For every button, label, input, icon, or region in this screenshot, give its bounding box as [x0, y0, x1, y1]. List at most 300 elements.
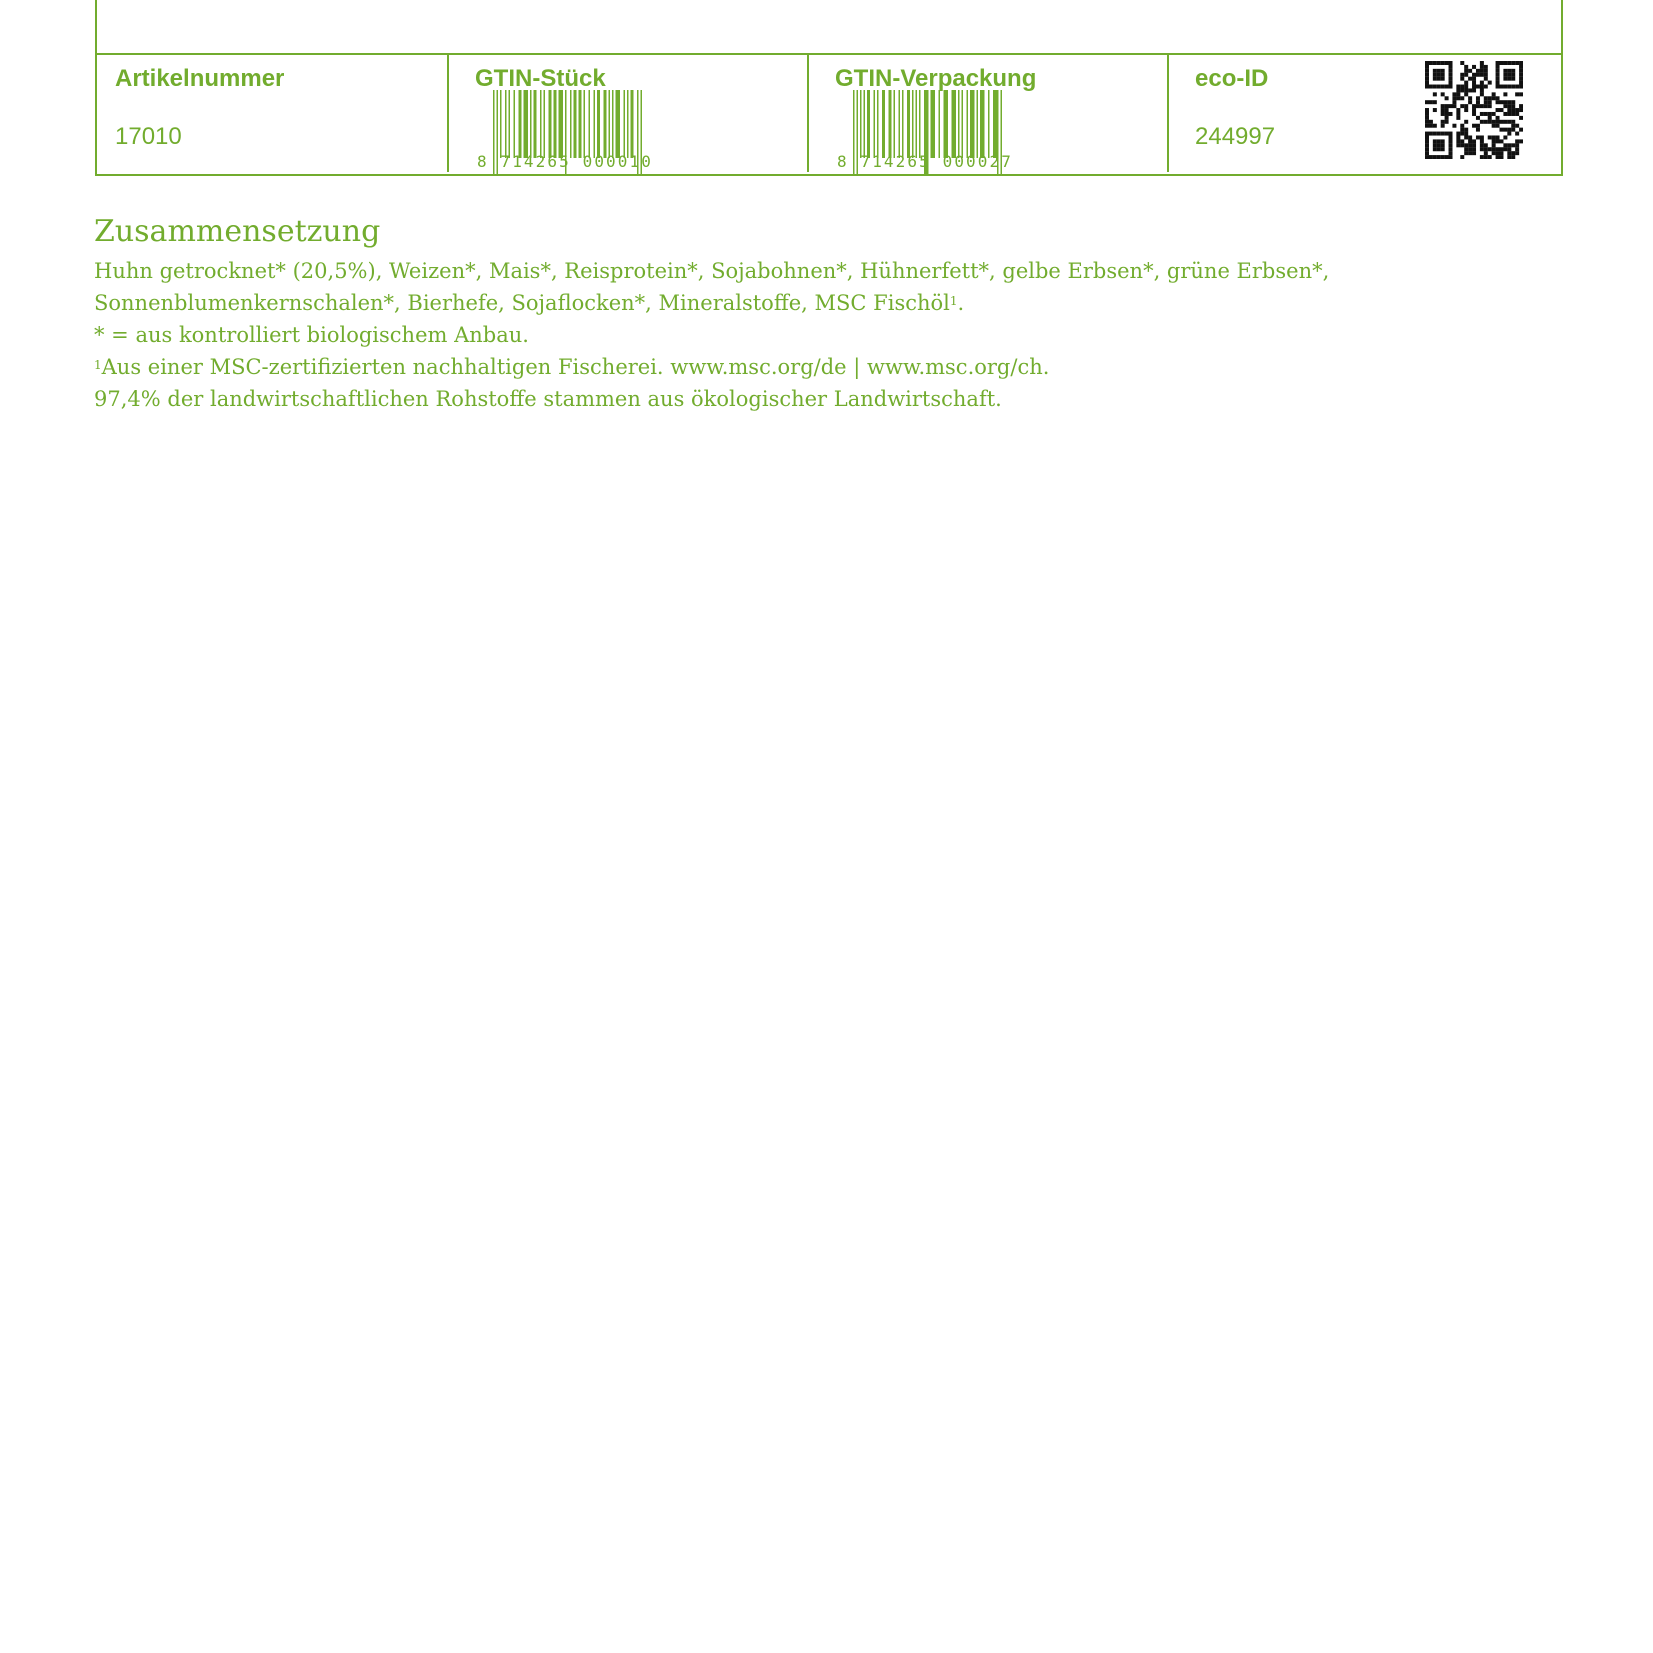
barcode-bar	[882, 90, 885, 158]
qr-module	[1464, 69, 1468, 73]
qr-module	[1496, 69, 1500, 73]
qr-module	[1499, 155, 1503, 159]
qr-module	[1503, 135, 1507, 139]
qr-module	[1511, 77, 1515, 81]
qr-module	[1464, 128, 1468, 132]
qr-module	[1496, 135, 1500, 139]
qr-module	[1472, 85, 1476, 89]
qr-module	[1460, 77, 1464, 81]
barcode-bar	[604, 90, 607, 158]
barcode-bar	[616, 90, 621, 158]
qr-module	[1480, 147, 1484, 151]
qr-module	[1425, 143, 1429, 147]
qr-module	[1441, 132, 1445, 136]
qr-module	[1472, 104, 1476, 108]
qr-module	[1464, 73, 1468, 77]
barcode-bar	[500, 90, 502, 158]
qr-module	[1496, 139, 1500, 143]
qr-module	[1460, 61, 1464, 65]
column-divider	[447, 55, 449, 172]
msc-note-text: Aus einer MSC-zertifizierten nachhaltigen Fischerei. www.msc.org/de | www.msc.org/ch.	[101, 355, 1050, 379]
qr-module	[1441, 85, 1445, 89]
qr-module	[1441, 155, 1445, 159]
qr-module	[1484, 69, 1488, 73]
qr-module	[1507, 155, 1511, 159]
qr-module	[1452, 96, 1456, 100]
eco-id-label: eco-ID	[1195, 65, 1269, 92]
qr-module	[1503, 143, 1507, 147]
barcode-bar	[549, 90, 552, 158]
qr-module	[1441, 124, 1445, 128]
composition-line-text: Sonnenblumenkernschalen*, Bierhefe, Sojaflocken*, Mineralstoffe, MSC Fischöl	[94, 291, 950, 315]
qr-module	[1449, 132, 1453, 136]
qr-module	[1515, 139, 1519, 143]
qr-module	[1425, 77, 1429, 81]
qr-module	[1468, 96, 1472, 100]
qr-module	[1484, 77, 1488, 81]
qr-module	[1464, 147, 1468, 151]
barcode-bar	[554, 90, 557, 158]
barcode-bar	[559, 90, 564, 158]
qr-module	[1445, 116, 1449, 120]
barcode-bar	[570, 90, 572, 158]
qr-module	[1449, 143, 1453, 147]
qr-module	[1425, 116, 1429, 120]
barcode-bar	[584, 90, 586, 158]
qr-module	[1507, 151, 1511, 155]
qr-module	[1476, 73, 1480, 77]
qr-module	[1460, 139, 1464, 143]
qr-module	[1515, 124, 1519, 128]
qr-module	[1472, 112, 1476, 116]
qr-module	[1503, 85, 1507, 89]
qr-module	[1507, 128, 1511, 132]
qr-module	[1515, 61, 1519, 65]
qr-module	[1445, 120, 1449, 124]
qr-module	[1429, 61, 1433, 65]
qr-module	[1456, 139, 1460, 143]
qr-module	[1515, 112, 1519, 116]
qr-module	[1503, 104, 1507, 108]
qr-module	[1515, 143, 1519, 147]
qr-module	[1445, 96, 1449, 100]
qr-module	[1511, 85, 1515, 89]
qr-module	[1511, 73, 1515, 77]
qr-module	[1445, 108, 1449, 112]
qr-module	[1437, 155, 1441, 159]
barcode-bar	[609, 90, 611, 158]
qr-module	[1449, 85, 1453, 89]
qr-module	[1519, 116, 1523, 120]
qr-module	[1429, 85, 1433, 89]
qr-module	[1449, 61, 1453, 65]
qr-module	[1480, 88, 1484, 92]
qr-module	[1511, 69, 1515, 73]
barcode-bar	[624, 90, 626, 158]
qr-module	[1480, 155, 1484, 159]
barcode-bar	[988, 90, 990, 158]
qr-module	[1449, 139, 1453, 143]
barcode-bar	[944, 90, 949, 158]
composition-line-end: .	[957, 291, 965, 315]
qr-module	[1433, 73, 1437, 77]
qr-module	[1511, 112, 1515, 116]
qr-module	[1429, 155, 1433, 159]
qr-module	[1425, 65, 1429, 69]
qr-module	[1433, 124, 1437, 128]
qr-module	[1519, 73, 1523, 77]
barcode-bar	[864, 90, 866, 158]
barcode-bar	[612, 90, 614, 158]
qr-module	[1445, 61, 1449, 65]
qr-module	[1492, 143, 1496, 147]
qr-module	[1433, 69, 1437, 73]
qr-module	[1437, 85, 1441, 89]
qr-module	[1449, 135, 1453, 139]
composition-heading: Zusammensetzung	[94, 214, 381, 249]
qr-module	[1468, 135, 1472, 139]
qr-module	[1456, 92, 1460, 96]
qr-module	[1437, 132, 1441, 136]
qr-module	[1468, 88, 1472, 92]
qr-module	[1456, 88, 1460, 92]
qr-module	[1488, 135, 1492, 139]
qr-module	[1456, 96, 1460, 100]
qr-module	[1496, 155, 1500, 159]
qr-module	[1511, 104, 1515, 108]
qr-module	[1449, 73, 1453, 77]
qr-module	[1445, 132, 1449, 136]
barcode-bar	[579, 90, 582, 158]
qr-module	[1464, 104, 1468, 108]
barcode-bar	[519, 90, 522, 158]
column-divider	[807, 55, 809, 172]
qr-module	[1499, 151, 1503, 155]
qr-module	[1449, 81, 1453, 85]
barcode-bar	[530, 90, 532, 158]
qr-module	[1499, 139, 1503, 143]
barcode-bar	[919, 90, 921, 158]
qr-module	[1492, 92, 1496, 96]
qr-module	[1480, 135, 1484, 139]
qr-module	[1449, 77, 1453, 81]
qr-module	[1484, 85, 1488, 89]
qr-module	[1425, 147, 1429, 151]
qr-module	[1480, 81, 1484, 85]
qr-module	[1499, 108, 1503, 112]
barcode-bar	[993, 90, 998, 158]
product-info-table	[95, 0, 1563, 176]
qr-module	[1480, 61, 1484, 65]
qr-module	[1468, 147, 1472, 151]
qr-module	[1452, 124, 1456, 128]
qr-module	[1452, 100, 1456, 104]
qr-module	[1433, 139, 1437, 143]
qr-module	[1425, 69, 1429, 73]
qr-module	[1449, 147, 1453, 151]
qr-module	[1480, 120, 1484, 124]
barcode-bar	[912, 90, 914, 158]
qr-module	[1464, 85, 1468, 89]
qr-module	[1496, 116, 1500, 120]
qr-module	[1499, 128, 1503, 132]
qr-module	[1480, 73, 1484, 77]
qr-module	[1511, 100, 1515, 104]
qr-module	[1488, 104, 1492, 108]
qr-module	[1464, 143, 1468, 147]
qr-module	[1507, 112, 1511, 116]
qr-module	[1449, 104, 1453, 108]
qr-module	[1515, 151, 1519, 155]
qr-module	[1511, 124, 1515, 128]
column-divider	[1167, 55, 1169, 172]
gtin-package-barcode	[837, 90, 1015, 174]
qr-module	[1437, 73, 1441, 77]
qr-module	[1441, 92, 1445, 96]
qr-module	[1496, 147, 1500, 151]
composition-line: Huhn getrocknet* (20,5%), Weizen*, Mais*, Reisprotein*, Sojabohnen*, Hühnerfett*, gelbe Erbsen*, grüne Erbsen*,	[94, 259, 1330, 283]
qr-module	[1480, 85, 1484, 89]
barcode-bar	[540, 90, 542, 158]
qr-module	[1499, 100, 1503, 104]
qr-module	[1425, 132, 1429, 136]
composition-line	[94, 287, 1494, 319]
qr-module	[1496, 77, 1500, 81]
barcode-bar	[867, 90, 870, 158]
qr-module	[1472, 143, 1476, 147]
barcode-bar	[939, 90, 941, 158]
qr-module	[1507, 85, 1511, 89]
qr-module	[1433, 132, 1437, 136]
qr-module	[1476, 96, 1480, 100]
barcode-bar	[952, 90, 957, 158]
qr-module	[1519, 77, 1523, 81]
qr-module	[1456, 112, 1460, 116]
qr-module	[1433, 100, 1437, 104]
qr-module	[1492, 139, 1496, 143]
barcode-bar	[877, 90, 879, 158]
qr-module	[1445, 104, 1449, 108]
qr-module	[1441, 139, 1445, 143]
qr-module	[1507, 132, 1511, 136]
qr-module	[1472, 139, 1476, 143]
qr-module	[1496, 96, 1500, 100]
qr-module	[1449, 112, 1453, 116]
qr-module	[1496, 100, 1500, 104]
qr-module	[1476, 128, 1480, 132]
qr-module	[1496, 65, 1500, 69]
qr-module	[1499, 85, 1503, 89]
qr-module	[1496, 81, 1500, 85]
qr-module	[1476, 100, 1480, 104]
qr-module	[1484, 120, 1488, 124]
qr-module	[1460, 88, 1464, 92]
gtin-piece-label: GTIN-Stück	[475, 65, 606, 92]
qr-module	[1488, 116, 1492, 120]
qr-module	[1464, 135, 1468, 139]
qr-module	[1496, 151, 1500, 155]
qr-module	[1484, 112, 1488, 116]
qr-module	[1519, 92, 1523, 96]
qr-module	[1476, 69, 1480, 73]
qr-module	[1507, 108, 1511, 112]
qr-module	[1488, 81, 1492, 85]
qr-module	[1492, 135, 1496, 139]
qr-module	[1472, 108, 1476, 112]
qr-module	[1472, 147, 1476, 151]
barcode-bar	[574, 90, 577, 158]
qr-module	[1425, 112, 1429, 116]
qr-module	[1480, 92, 1484, 96]
qr-module	[1511, 151, 1515, 155]
barcode-bar	[860, 90, 862, 158]
qr-module	[1456, 116, 1460, 120]
qr-module	[1503, 61, 1507, 65]
qr-module	[1441, 143, 1445, 147]
qr-module	[1511, 143, 1515, 147]
qr-module	[1472, 77, 1476, 81]
qr-module	[1449, 155, 1453, 159]
qr-module	[1464, 120, 1468, 124]
qr-module	[1519, 85, 1523, 89]
qr-module	[1449, 69, 1453, 73]
qr-module	[1460, 104, 1464, 108]
qr-module	[1496, 85, 1500, 89]
barcode-bar	[931, 90, 936, 158]
qr-module	[1433, 85, 1437, 89]
qr-module	[1480, 65, 1484, 69]
qr-module	[1456, 132, 1460, 136]
barcode-bar	[514, 90, 516, 158]
qr-module	[1449, 65, 1453, 69]
qr-module	[1441, 120, 1445, 124]
qr-module	[1472, 88, 1476, 92]
qr-module	[1468, 100, 1472, 104]
barcode-bar	[594, 90, 596, 158]
qr-module	[1511, 155, 1515, 159]
qr-module	[1472, 73, 1476, 77]
qr-module	[1511, 108, 1515, 112]
barcode-bar	[524, 90, 529, 158]
qr-module	[1484, 96, 1488, 100]
qr-module	[1476, 135, 1480, 139]
qr-module	[1433, 108, 1437, 112]
qr-module	[1437, 69, 1441, 73]
footnote-marker: 1	[94, 358, 102, 372]
qr-module	[1515, 147, 1519, 151]
qr-module	[1464, 81, 1468, 85]
qr-module	[1468, 77, 1472, 81]
qr-module	[1449, 151, 1453, 155]
qr-module	[1507, 77, 1511, 81]
qr-module	[1452, 104, 1456, 108]
qr-module	[1488, 100, 1492, 104]
qr-module	[1519, 108, 1523, 112]
qr-module	[1425, 151, 1429, 155]
qr-module	[1460, 96, 1464, 100]
gtin-piece-number: 8 714265 000010	[477, 152, 653, 171]
barcode-bar	[962, 90, 964, 158]
qr-module	[1488, 112, 1492, 116]
qr-module	[1433, 143, 1437, 147]
qr-module	[1464, 88, 1468, 92]
barcode-bar	[627, 90, 629, 158]
qr-module	[1503, 128, 1507, 132]
qr-module	[1460, 143, 1464, 147]
barcode-bar	[899, 90, 901, 158]
qr-module	[1499, 120, 1503, 124]
qr-module	[1503, 92, 1507, 96]
footnote-marker: 1	[949, 294, 958, 308]
qr-module	[1456, 135, 1460, 139]
qr-module	[1515, 132, 1519, 136]
barcode-bar	[980, 90, 985, 158]
qr-module	[1480, 139, 1484, 143]
qr-module	[1507, 143, 1511, 147]
qr-module	[1476, 124, 1480, 128]
qr-module	[1499, 147, 1503, 151]
qr-module	[1433, 155, 1437, 159]
qr-module	[1425, 124, 1429, 128]
qr-module	[1437, 61, 1441, 65]
qr-module	[1425, 81, 1429, 85]
qr-module	[1476, 116, 1480, 120]
qr-module	[1441, 77, 1445, 81]
qr-module	[1472, 124, 1476, 128]
qr-module	[1464, 108, 1468, 112]
qr-module	[1441, 69, 1445, 73]
qr-module	[1460, 132, 1464, 136]
eco-id-value: 244997	[1195, 123, 1276, 150]
qr-module	[1437, 139, 1441, 143]
qr-module	[1472, 81, 1476, 85]
qr-module	[1425, 100, 1429, 104]
qr-module	[1472, 151, 1476, 155]
qr-module	[1484, 73, 1488, 77]
qr-module	[1507, 100, 1511, 104]
barcode-bar	[874, 90, 876, 158]
barcode-bar	[509, 90, 511, 158]
qr-module	[1503, 120, 1507, 124]
barcode-bar	[902, 90, 904, 158]
qr-module	[1515, 108, 1519, 112]
qr-module	[1492, 120, 1496, 124]
qr-module	[1503, 112, 1507, 116]
qr-module	[1503, 100, 1507, 104]
qr-module	[1441, 147, 1445, 151]
qr-module	[1488, 147, 1492, 151]
barcode-bar	[597, 90, 600, 158]
qr-module	[1425, 85, 1429, 89]
qr-module	[1492, 124, 1496, 128]
qr-module	[1441, 104, 1445, 108]
qr-module	[1433, 61, 1437, 65]
qr-module	[1503, 73, 1507, 77]
qr-module	[1499, 61, 1503, 65]
qr-module	[1484, 155, 1488, 159]
qr-module	[1476, 85, 1480, 89]
gtin-package-label: GTIN-Verpackung	[835, 65, 1037, 92]
qr-module	[1460, 73, 1464, 77]
barcode-bar	[894, 90, 896, 158]
barcode-bar	[970, 90, 975, 158]
qr-module	[1425, 73, 1429, 77]
barcode-bar	[631, 90, 634, 158]
qr-module	[1460, 124, 1464, 128]
qr-module	[1425, 108, 1429, 112]
qr-module	[1496, 120, 1500, 124]
qr-module	[1425, 155, 1429, 159]
